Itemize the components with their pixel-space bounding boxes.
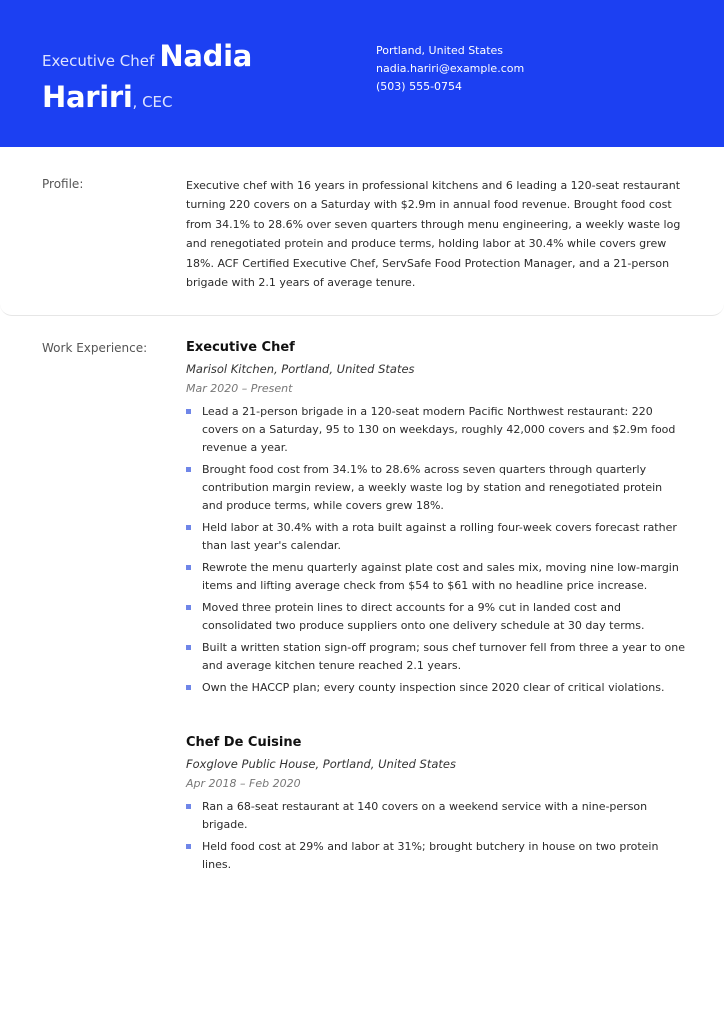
bullet-text: Moved three protein lines to direct accounts for a 9% cut in landed cost and consolidated two produce suppliers onto one delivery schedule at 30 day terms.	[202, 601, 645, 632]
job-dates: Mar 2020 – Present	[186, 382, 293, 395]
bullet-text: Brought food cost from 34.1% to 28.6% across seven quarters through quarterly contribution margin review, a weekly waste log by station and renegotiated protein and produce terms, while covers grew 18%.	[202, 463, 663, 512]
job-entry	[186, 339, 686, 701]
bullet-square-icon	[186, 844, 191, 849]
role-line	[42, 37, 342, 80]
bullet-text: Held labor at 30.4% with a rota built against a rolling four-week covers forecast rather than last year's calendar.	[202, 521, 677, 552]
bullet-square-icon	[186, 565, 191, 570]
location: Portland, United States	[376, 44, 504, 57]
bullet-text: Rewrote the menu quarterly against plate cost and sales mix, moving nine low-margin items and lifting average check from $54 to $61 with no headline price increase.	[202, 561, 679, 592]
first-name: Nadia	[159, 39, 252, 73]
bullet-square-icon	[186, 804, 191, 809]
job-title: Chef De Cuisine	[186, 735, 302, 750]
bullet-item	[186, 679, 686, 697]
job-bullets	[186, 798, 686, 874]
bullet-item	[186, 798, 686, 834]
bullet-item	[186, 838, 686, 874]
job-company: Marisol Kitchen, Portland, United States	[186, 362, 415, 376]
last-name-line	[42, 78, 342, 121]
bullet-square-icon	[186, 409, 191, 414]
bullet-square-icon	[186, 525, 191, 530]
bullet-square-icon	[186, 645, 191, 650]
work-experience-label: Work Experience:	[42, 341, 148, 355]
name-block	[42, 37, 342, 121]
credential-suffix: , CEC	[132, 93, 173, 111]
bullet-item	[186, 461, 686, 515]
bullet-square-icon	[186, 467, 191, 472]
profile-label: Profile:	[42, 177, 84, 191]
profile-summary: Executive chef with 16 years in professional kitchens and 6 leading a 120-seat restaurant turning 220 covers on a Saturday with $2.9m in annual food revenue. Brought food cost from 34.1% to 28.6% over seven quarters through menu engineering, a weekly waste log and renegotiated protein and produce terms, holding labor at 30.4% while covers grew 18%. ACF Certified Executive Chef, ServSafe Food Protection Manager, and a 21-person brigade with 2.1 years of average tenure.	[186, 179, 681, 290]
email[interactable]: nadia.hariri@example.com	[376, 62, 525, 75]
job-dates: Apr 2018 – Feb 2020	[186, 777, 301, 790]
bullet-item	[186, 559, 686, 595]
work-experience-section	[0, 316, 724, 916]
bullet-square-icon	[186, 685, 191, 690]
bullet-item	[186, 599, 686, 635]
bullet-text: Own the HACCP plan; every county inspection since 2020 clear of critical violations.	[202, 681, 665, 694]
job-bullets	[186, 403, 686, 697]
bullet-text: Lead a 21-person brigade in a 120-seat modern Pacific Northwest restaurant: 220 covers on a Saturday, 95 to 130 on weekdays, roughly 42,000 covers and $2.9m food revenue a year.	[202, 405, 676, 454]
bullet-item	[186, 519, 686, 555]
profile-section	[0, 147, 724, 316]
job-company: Foxglove Public House, Portland, United States	[186, 757, 456, 771]
bullet-text: Ran a 68-seat restaurant at 140 covers on a weekend service with a nine-person brigade.	[202, 800, 648, 831]
title-prefix: Executive Chef	[42, 52, 155, 70]
contact-info	[376, 42, 524, 96]
bullet-item	[186, 639, 686, 675]
phone[interactable]: (503) 555-0754	[376, 80, 463, 93]
job-title: Executive Chef	[186, 340, 295, 355]
bullet-item	[186, 403, 686, 457]
resume-header	[0, 0, 724, 147]
bullet-text: Held food cost at 29% and labor at 31%; brought butchery in house on two protein lines.	[202, 840, 659, 871]
job-entry	[186, 734, 686, 878]
bullet-square-icon	[186, 605, 191, 610]
bullet-text: Built a written station sign-off program; sous chef turnover fell from three a year to one and average kitchen tenure reached 2.1 years.	[202, 641, 685, 672]
last-name: Hariri	[42, 80, 133, 114]
